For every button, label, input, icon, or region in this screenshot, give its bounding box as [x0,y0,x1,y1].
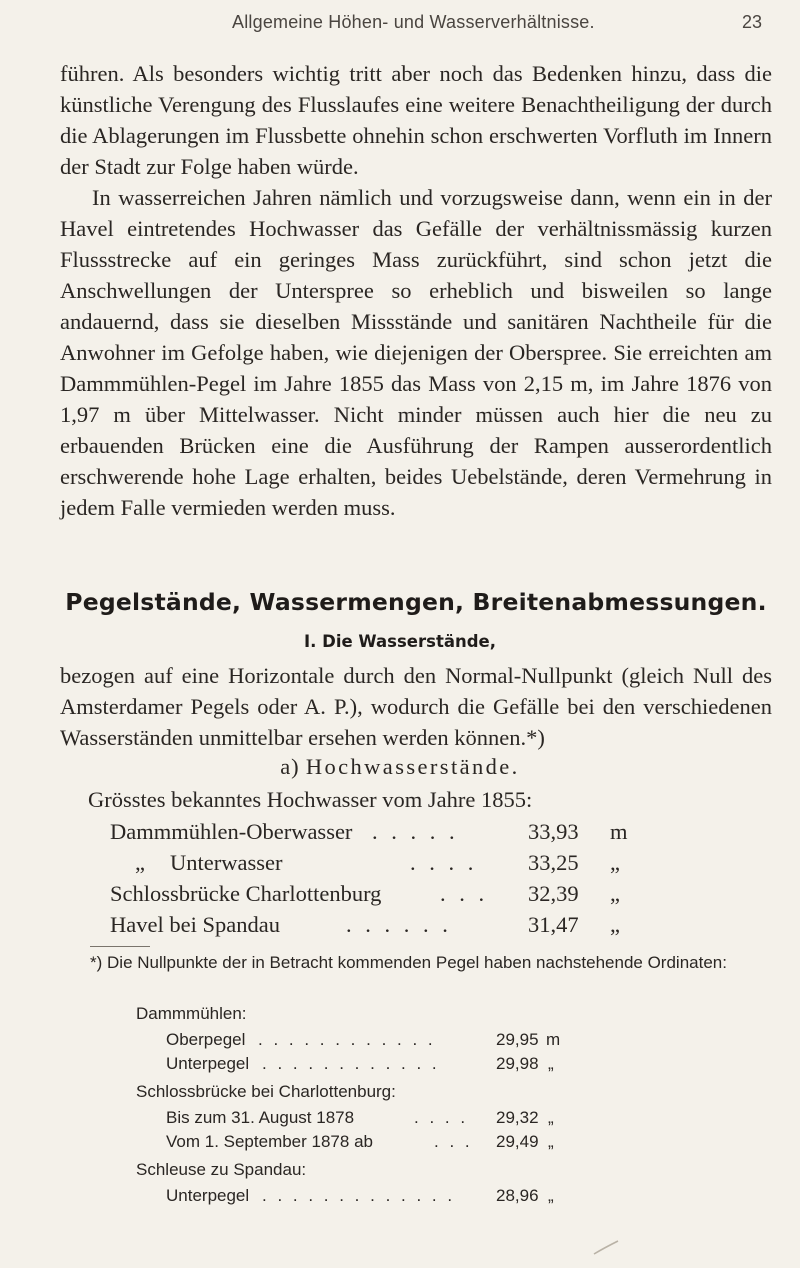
running-head [0,8,800,38]
running-head-title: Allgemeine Höhen- und Wasserverhältnisse. [232,12,595,32]
row-value: 33,25 [528,850,579,875]
footnote-group-title: Dammmühlen: [136,1004,247,1023]
footnote-row-value: 29,95 [496,1030,539,1049]
paragraph-2: In wasserreichen Jahren nämlich und vorzugsweise dann, wenn ein in der Havel eintretendes Hochwasser das Gefälle der verhältnissmässig kurzen Flussstrecke auf ein geringes Mass zurückführt, sind schon jetzt die Anschwellungen der Unterspree so erheblich und bisweilen so lange andauernd, dass sie dieselben Missstände und sanitären Nachtheile für die Anwohner im Gefolge haben, wie diejenigen der Oberspree. Sie erreichten am Dammmühlen-Pegel im Jahre 1855 das Mass von 2,15 m, im Jahre 1876 von 1,97 m über Mittelwasser. Nicht minder müssen auch hier die neu zu erbauenden Brücken eine die Ausführung der Rampen ausserordentlich erschwerende hohe Lage erhalten, beides Uebelstände, deren Vermehrung in jedem Falle vermieden werden muss. [60,185,772,520]
footnote-row-label: Unterpegel [166,1186,250,1205]
table-row [110,912,710,943]
footnote-row-value: 29,98 [496,1054,539,1073]
page-number: 23 [741,12,762,32]
section-intro [60,660,772,753]
subheading-text: Hochwasserstände. [305,754,520,779]
footnote-row [166,1054,726,1074]
hochwasser-lead: Grösstes bekanntes Hochwasser vom Jahre 1855: [88,787,533,812]
leader-dots: . . . [434,1132,473,1151]
row-unit: „ [610,881,620,906]
footnote [60,950,772,975]
footnote-row-label: Vom 1. September 1878 ab [166,1132,373,1151]
table-row [110,881,710,912]
row-unit: „ [610,912,620,937]
footnote-row-label: Oberpegel [166,1030,246,1049]
row-label: Unterwasser [170,850,283,875]
leader-dots: . . . . [410,850,478,875]
footnote-row-unit: „ [548,1186,554,1205]
leader-dots: . . . . . . . . . . . . [262,1054,440,1073]
subheading-prefix: a) [280,754,300,779]
subheading-hochwasser [0,754,800,780]
row-unit: „ [610,850,620,875]
hochwasser-table [110,819,710,943]
table-row [110,850,710,881]
row-unit: m [610,819,628,844]
footnote-rule [90,946,150,947]
footnote-row-label: Unterpegel [166,1054,250,1073]
leader-dots: . . . . [414,1108,469,1127]
footnote-row-unit: „ [548,1108,554,1127]
row-value: 32,39 [528,881,579,906]
section-title: Pegelstände, Wassermengen, Breitenabmessungen. [65,588,767,616]
section-subtitle: I. Die Wasserstände, [303,632,496,651]
footnote-row [166,1186,726,1206]
footnote-row [166,1132,726,1152]
footnote-text [60,950,772,975]
footnote-group-title: Schlossbrücke bei Charlottenburg: [136,1082,396,1101]
footnote-row-value: 29,49 [496,1132,539,1151]
leader-dots: . . . . . [372,819,459,844]
row-label-group [110,850,282,876]
table-row [110,819,710,850]
footnote-row-value: 29,32 [496,1108,539,1127]
footnote-row-unit: „ [548,1132,554,1151]
leader-dots: . . . . . . . . . . . . . [262,1186,456,1205]
intro-paragraph: bezogen auf eine Horizontale durch den Normal-Nullpunkt (gleich Null des Amsterdamer Pegels oder A. P.), wodurch die Gefälle bei den verschiedenen Wasserständen unmittelbar ersehen werden können.*) [60,663,772,750]
footnote-group-title: Schleuse zu Spandau: [136,1160,307,1179]
footnote-row-value: 28,96 [496,1186,539,1205]
row-value: 31,47 [528,912,579,937]
row-label: Schlossbrücke Charlottenburg [110,881,382,906]
footnote-marker: *) [90,953,103,972]
footnote-row-unit: m [546,1030,561,1049]
footnote-row [166,1030,726,1050]
footnote-row-unit: „ [548,1054,554,1073]
pencil-mark-icon [592,1238,622,1256]
row-label: Dammmühlen-Oberwasser [110,819,353,844]
leader-dots: . . . [440,881,489,906]
leader-dots: . . . . . . [346,912,452,937]
paragraph-1: führen. Als besonders wichtig tritt aber noch das Bedenken hinzu, dass die künstliche Verengung des Flusslaufes eine weitere Benachtheiligung der durch die Ablagerungen im Flussbette ohnehin schon erschwerten Vorfluth im Innern der Stadt zur Folge haben würde. [60,61,772,179]
row-value: 33,93 [528,819,579,844]
ditto-mark: „ [135,850,145,875]
footnote-body: Die Nullpunkte der in Betracht kommenden Pegel haben nachstehende Ordinaten: [107,953,727,972]
row-label: Havel bei Spandau [110,912,280,937]
footnote-row-label: Bis zum 31. August 1878 [166,1108,355,1127]
footnote-row [166,1108,726,1128]
leader-dots: . . . . . . . . . . . . [258,1030,436,1049]
body-text [60,58,772,523]
